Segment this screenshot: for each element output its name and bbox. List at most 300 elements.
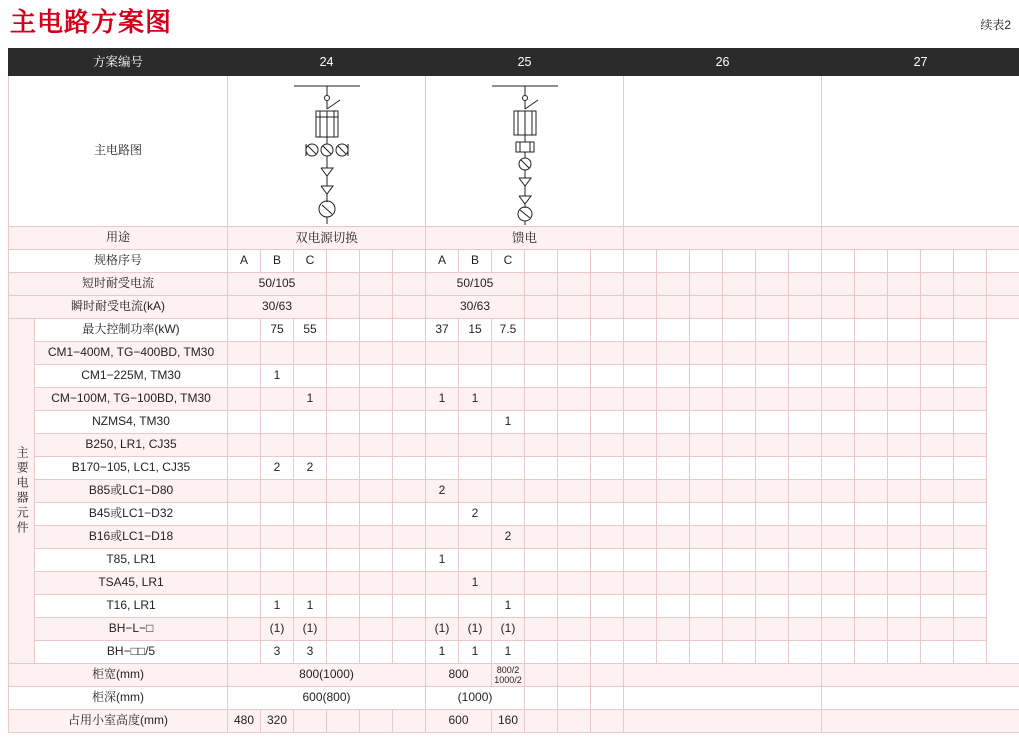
diagram-cell-25 bbox=[426, 76, 624, 227]
component-cell: 1 bbox=[426, 549, 459, 572]
component-cell bbox=[657, 641, 690, 664]
instant-value-24: 30/63 bbox=[228, 296, 327, 319]
component-cell: 3 bbox=[294, 641, 327, 664]
short-time-blank bbox=[360, 273, 393, 296]
component-row bbox=[9, 457, 1019, 480]
component-cell bbox=[525, 595, 558, 618]
component-cell bbox=[954, 342, 987, 365]
component-cell bbox=[261, 434, 294, 457]
component-cell: 2 bbox=[294, 457, 327, 480]
component-cell bbox=[723, 572, 756, 595]
short-time-blank bbox=[723, 273, 756, 296]
instant-blank bbox=[393, 296, 426, 319]
component-label: NZMS4, TM30 bbox=[35, 411, 228, 434]
component-cell bbox=[459, 411, 492, 434]
room-height-blank bbox=[360, 710, 393, 733]
room-height-24b: 320 bbox=[261, 710, 294, 733]
diagram-row-label: 主电路图 bbox=[9, 76, 228, 227]
component-cell bbox=[261, 480, 294, 503]
component-cell bbox=[525, 549, 558, 572]
component-cell bbox=[393, 319, 426, 342]
component-cell bbox=[822, 641, 855, 664]
component-cell bbox=[921, 526, 954, 549]
component-cell bbox=[591, 319, 624, 342]
component-label: BH−L−□ bbox=[35, 618, 228, 641]
component-cell bbox=[393, 411, 426, 434]
component-cell bbox=[294, 365, 327, 388]
instant-blank bbox=[954, 296, 987, 319]
cabinet-depth-26 bbox=[624, 687, 822, 710]
component-cell bbox=[888, 388, 921, 411]
spec-cell bbox=[327, 250, 360, 273]
cabinet-width-25b: 800/2 1000/2 bbox=[492, 664, 525, 687]
component-cell bbox=[855, 319, 888, 342]
component-cell bbox=[723, 503, 756, 526]
component-cell bbox=[360, 595, 393, 618]
component-cell bbox=[822, 549, 855, 572]
component-cell bbox=[624, 365, 657, 388]
component-label: B16或LC1−D18 bbox=[35, 526, 228, 549]
component-cell bbox=[294, 572, 327, 595]
component-cell bbox=[624, 549, 657, 572]
spec-cell bbox=[723, 250, 756, 273]
component-cell bbox=[690, 641, 723, 664]
component-cell bbox=[723, 411, 756, 434]
component-cell bbox=[261, 572, 294, 595]
component-cell bbox=[756, 388, 789, 411]
component-cell bbox=[558, 342, 591, 365]
spec-row bbox=[9, 250, 1019, 273]
short-time-blank bbox=[987, 273, 1019, 296]
component-cell bbox=[954, 641, 987, 664]
component-cell bbox=[426, 572, 459, 595]
component-cell bbox=[327, 618, 360, 641]
component-cell bbox=[921, 641, 954, 664]
component-cell bbox=[657, 388, 690, 411]
component-cell bbox=[954, 388, 987, 411]
component-cell bbox=[327, 434, 360, 457]
component-cell bbox=[690, 526, 723, 549]
component-group-label: 主要电器元件 bbox=[9, 319, 35, 664]
component-cell bbox=[888, 641, 921, 664]
room-height-label: 占用小室高度(mm) bbox=[9, 710, 228, 733]
component-cell: 2 bbox=[492, 526, 525, 549]
component-cell bbox=[855, 641, 888, 664]
short-time-current-row bbox=[9, 273, 1019, 296]
component-cell bbox=[393, 365, 426, 388]
component-cell bbox=[228, 503, 261, 526]
component-cell bbox=[492, 503, 525, 526]
component-cell: 1 bbox=[459, 641, 492, 664]
short-time-value-24: 50/105 bbox=[228, 273, 327, 296]
component-cell bbox=[525, 480, 558, 503]
component-cell bbox=[327, 388, 360, 411]
component-cell bbox=[228, 388, 261, 411]
component-row bbox=[9, 595, 1019, 618]
component-cell bbox=[591, 388, 624, 411]
component-cell bbox=[756, 365, 789, 388]
component-cell bbox=[459, 595, 492, 618]
component-cell bbox=[558, 457, 591, 480]
circuit-diagram-24 bbox=[272, 76, 382, 226]
component-cell bbox=[723, 388, 756, 411]
component-cell bbox=[822, 503, 855, 526]
component-cell bbox=[888, 457, 921, 480]
component-cell bbox=[591, 365, 624, 388]
component-cell bbox=[591, 503, 624, 526]
component-cell bbox=[657, 595, 690, 618]
short-time-blank bbox=[954, 273, 987, 296]
header-scheme-24: 24 bbox=[228, 49, 426, 76]
component-cell bbox=[822, 457, 855, 480]
use-row bbox=[9, 227, 1019, 250]
component-cell bbox=[822, 526, 855, 549]
component-cell bbox=[954, 434, 987, 457]
room-height-27 bbox=[822, 710, 1019, 733]
component-cell bbox=[492, 572, 525, 595]
component-cell bbox=[393, 526, 426, 549]
component-cell bbox=[558, 618, 591, 641]
component-row bbox=[9, 365, 1019, 388]
component-cell bbox=[789, 342, 822, 365]
spec-cell bbox=[525, 250, 558, 273]
component-cell bbox=[327, 342, 360, 365]
component-cell bbox=[954, 480, 987, 503]
room-height-blank bbox=[393, 710, 426, 733]
component-cell: 15 bbox=[459, 319, 492, 342]
component-cell bbox=[360, 526, 393, 549]
spec-cell bbox=[393, 250, 426, 273]
short-time-blank bbox=[525, 273, 558, 296]
component-label: CM1−225M, TM30 bbox=[35, 365, 228, 388]
component-cell bbox=[591, 572, 624, 595]
component-cell bbox=[492, 342, 525, 365]
cabinet-depth-27 bbox=[822, 687, 1019, 710]
component-cell: 2 bbox=[459, 503, 492, 526]
component-cell bbox=[327, 457, 360, 480]
component-cell bbox=[525, 526, 558, 549]
component-cell bbox=[591, 434, 624, 457]
component-cell bbox=[558, 411, 591, 434]
component-cell bbox=[855, 503, 888, 526]
component-cell bbox=[855, 618, 888, 641]
component-cell bbox=[228, 365, 261, 388]
component-cell bbox=[360, 549, 393, 572]
component-cell bbox=[789, 365, 822, 388]
component-cell bbox=[624, 319, 657, 342]
component-cell bbox=[360, 388, 393, 411]
component-cell bbox=[921, 365, 954, 388]
component-cell bbox=[360, 480, 393, 503]
component-cell bbox=[492, 434, 525, 457]
component-cell bbox=[690, 480, 723, 503]
cabinet-width-blank bbox=[591, 664, 624, 687]
component-label: CM1−400M, TG−400BD, TM30 bbox=[35, 342, 228, 365]
short-time-blank bbox=[690, 273, 723, 296]
room-height-25a: 600 bbox=[426, 710, 492, 733]
component-label: 最大控制功率(kW) bbox=[35, 319, 228, 342]
cabinet-depth-24: 600(800) bbox=[228, 687, 426, 710]
component-cell bbox=[690, 319, 723, 342]
component-cell bbox=[723, 434, 756, 457]
component-cell bbox=[525, 434, 558, 457]
instant-blank bbox=[360, 296, 393, 319]
component-cell bbox=[789, 595, 822, 618]
component-cell bbox=[690, 595, 723, 618]
component-cell bbox=[822, 480, 855, 503]
short-time-blank bbox=[888, 273, 921, 296]
component-cell bbox=[228, 434, 261, 457]
component-cell: 1 bbox=[492, 641, 525, 664]
component-label: B85或LC1−D80 bbox=[35, 480, 228, 503]
component-cell bbox=[822, 618, 855, 641]
continued-note: 续表2 bbox=[980, 18, 1011, 32]
short-time-blank bbox=[624, 273, 657, 296]
component-cell bbox=[657, 549, 690, 572]
component-cell bbox=[360, 572, 393, 595]
component-cell bbox=[393, 595, 426, 618]
component-row bbox=[9, 319, 1019, 342]
component-cell bbox=[855, 526, 888, 549]
short-time-blank bbox=[822, 273, 855, 296]
component-cell bbox=[426, 526, 459, 549]
component-cell bbox=[756, 595, 789, 618]
component-cell bbox=[657, 411, 690, 434]
component-cell bbox=[855, 457, 888, 480]
component-cell: 7.5 bbox=[492, 319, 525, 342]
component-cell: 37 bbox=[426, 319, 459, 342]
room-height-row bbox=[9, 710, 1019, 733]
component-cell bbox=[591, 411, 624, 434]
component-cell bbox=[360, 641, 393, 664]
instant-blank bbox=[657, 296, 690, 319]
component-cell bbox=[294, 342, 327, 365]
component-cell bbox=[327, 503, 360, 526]
cabinet-depth-blank bbox=[591, 687, 624, 710]
spec-cell bbox=[822, 250, 855, 273]
component-cell bbox=[558, 365, 591, 388]
spec-cell bbox=[360, 250, 393, 273]
instant-current-row bbox=[9, 296, 1019, 319]
component-cell bbox=[393, 572, 426, 595]
use-value-27 bbox=[822, 227, 1019, 250]
component-cell bbox=[360, 411, 393, 434]
component-cell bbox=[723, 618, 756, 641]
room-height-25b: 160 bbox=[492, 710, 525, 733]
component-cell bbox=[426, 457, 459, 480]
component-cell bbox=[756, 572, 789, 595]
component-cell bbox=[855, 572, 888, 595]
component-cell bbox=[360, 365, 393, 388]
component-cell bbox=[723, 480, 756, 503]
component-row bbox=[9, 549, 1019, 572]
component-cell bbox=[855, 595, 888, 618]
component-label: B250, LR1, CJ35 bbox=[35, 434, 228, 457]
component-cell bbox=[624, 457, 657, 480]
component-cell bbox=[921, 503, 954, 526]
component-cell bbox=[393, 457, 426, 480]
short-time-value-25: 50/105 bbox=[426, 273, 525, 296]
component-cell bbox=[888, 595, 921, 618]
component-cell bbox=[624, 572, 657, 595]
component-cell: (1) bbox=[492, 618, 525, 641]
component-cell bbox=[459, 365, 492, 388]
component-cell bbox=[393, 549, 426, 572]
component-cell bbox=[228, 572, 261, 595]
component-cell bbox=[921, 411, 954, 434]
component-cell bbox=[756, 411, 789, 434]
short-time-blank bbox=[327, 273, 360, 296]
short-time-blank bbox=[393, 273, 426, 296]
component-cell bbox=[657, 503, 690, 526]
component-cell bbox=[228, 319, 261, 342]
component-cell: (1) bbox=[426, 618, 459, 641]
room-height-24a: 480 bbox=[228, 710, 261, 733]
component-cell bbox=[459, 526, 492, 549]
component-cell bbox=[690, 503, 723, 526]
component-cell bbox=[525, 503, 558, 526]
component-cell bbox=[822, 434, 855, 457]
component-cell bbox=[624, 595, 657, 618]
component-cell bbox=[756, 549, 789, 572]
instant-blank bbox=[558, 296, 591, 319]
spec-cell bbox=[756, 250, 789, 273]
component-cell bbox=[525, 641, 558, 664]
instant-blank bbox=[624, 296, 657, 319]
component-cell bbox=[690, 411, 723, 434]
component-cell: 3 bbox=[261, 641, 294, 664]
component-cell bbox=[624, 434, 657, 457]
component-cell bbox=[690, 457, 723, 480]
component-cell bbox=[624, 411, 657, 434]
component-cell bbox=[492, 388, 525, 411]
room-height-26 bbox=[624, 710, 822, 733]
component-cell bbox=[822, 411, 855, 434]
component-cell bbox=[921, 595, 954, 618]
component-cell bbox=[525, 365, 558, 388]
cabinet-width-label: 柜宽(mm) bbox=[9, 664, 228, 687]
component-cell bbox=[261, 388, 294, 411]
component-cell bbox=[723, 457, 756, 480]
spec-cell bbox=[888, 250, 921, 273]
component-cell bbox=[756, 526, 789, 549]
component-cell bbox=[591, 480, 624, 503]
use-value-25: 馈电 bbox=[426, 227, 624, 250]
component-cell bbox=[888, 572, 921, 595]
component-cell bbox=[690, 365, 723, 388]
spec-cell bbox=[591, 250, 624, 273]
component-cell: 2 bbox=[261, 457, 294, 480]
component-cell bbox=[459, 457, 492, 480]
component-cell bbox=[294, 480, 327, 503]
component-cell bbox=[855, 388, 888, 411]
component-cell: 2 bbox=[426, 480, 459, 503]
component-cell bbox=[657, 526, 690, 549]
short-time-blank bbox=[657, 273, 690, 296]
instant-blank bbox=[822, 296, 855, 319]
component-cell bbox=[525, 572, 558, 595]
component-cell bbox=[426, 595, 459, 618]
spec-cell: A bbox=[426, 250, 459, 273]
component-cell bbox=[525, 319, 558, 342]
component-cell bbox=[921, 388, 954, 411]
component-cell bbox=[855, 411, 888, 434]
component-row bbox=[9, 388, 1019, 411]
component-cell: 1 bbox=[492, 411, 525, 434]
instant-blank bbox=[327, 296, 360, 319]
component-cell bbox=[921, 618, 954, 641]
header-scheme-27: 27 bbox=[822, 49, 1019, 76]
component-cell bbox=[822, 572, 855, 595]
component-cell: (1) bbox=[261, 618, 294, 641]
component-cell bbox=[657, 365, 690, 388]
component-cell bbox=[558, 388, 591, 411]
spec-cell bbox=[657, 250, 690, 273]
component-cell bbox=[360, 457, 393, 480]
component-cell bbox=[426, 503, 459, 526]
component-cell bbox=[327, 549, 360, 572]
component-cell bbox=[327, 595, 360, 618]
component-cell bbox=[954, 618, 987, 641]
room-height-blank bbox=[558, 710, 591, 733]
component-cell bbox=[393, 388, 426, 411]
instant-blank bbox=[888, 296, 921, 319]
component-cell bbox=[591, 595, 624, 618]
instant-blank bbox=[591, 296, 624, 319]
instant-blank bbox=[525, 296, 558, 319]
component-cell bbox=[624, 480, 657, 503]
component-cell bbox=[855, 434, 888, 457]
component-cell bbox=[459, 434, 492, 457]
component-cell bbox=[888, 526, 921, 549]
component-cell bbox=[855, 549, 888, 572]
cabinet-depth-blank bbox=[558, 687, 591, 710]
component-cell bbox=[657, 480, 690, 503]
component-cell bbox=[228, 549, 261, 572]
room-height-blank bbox=[591, 710, 624, 733]
component-cell: 1 bbox=[426, 388, 459, 411]
header-scheme-25: 25 bbox=[426, 49, 624, 76]
cabinet-width-blank bbox=[525, 664, 558, 687]
component-cell bbox=[327, 572, 360, 595]
spec-cell: B bbox=[459, 250, 492, 273]
component-cell bbox=[657, 434, 690, 457]
short-time-blank bbox=[789, 273, 822, 296]
component-cell bbox=[558, 503, 591, 526]
component-row bbox=[9, 641, 1019, 664]
room-height-blank bbox=[294, 710, 327, 733]
header-scheme-26: 26 bbox=[624, 49, 822, 76]
component-cell bbox=[657, 618, 690, 641]
spec-cell bbox=[624, 250, 657, 273]
component-cell bbox=[954, 549, 987, 572]
component-cell: 1 bbox=[294, 388, 327, 411]
cabinet-width-26 bbox=[624, 664, 822, 687]
short-time-blank bbox=[921, 273, 954, 296]
component-cell bbox=[855, 365, 888, 388]
component-cell bbox=[789, 526, 822, 549]
component-cell bbox=[261, 526, 294, 549]
component-cell bbox=[756, 457, 789, 480]
use-value-26 bbox=[624, 227, 822, 250]
spec-cell: A bbox=[228, 250, 261, 273]
component-cell bbox=[657, 319, 690, 342]
component-row bbox=[9, 503, 1019, 526]
circuit-diagram-25 bbox=[470, 76, 580, 226]
component-cell bbox=[723, 342, 756, 365]
component-cell: 1 bbox=[426, 641, 459, 664]
use-label: 用途 bbox=[9, 227, 228, 250]
